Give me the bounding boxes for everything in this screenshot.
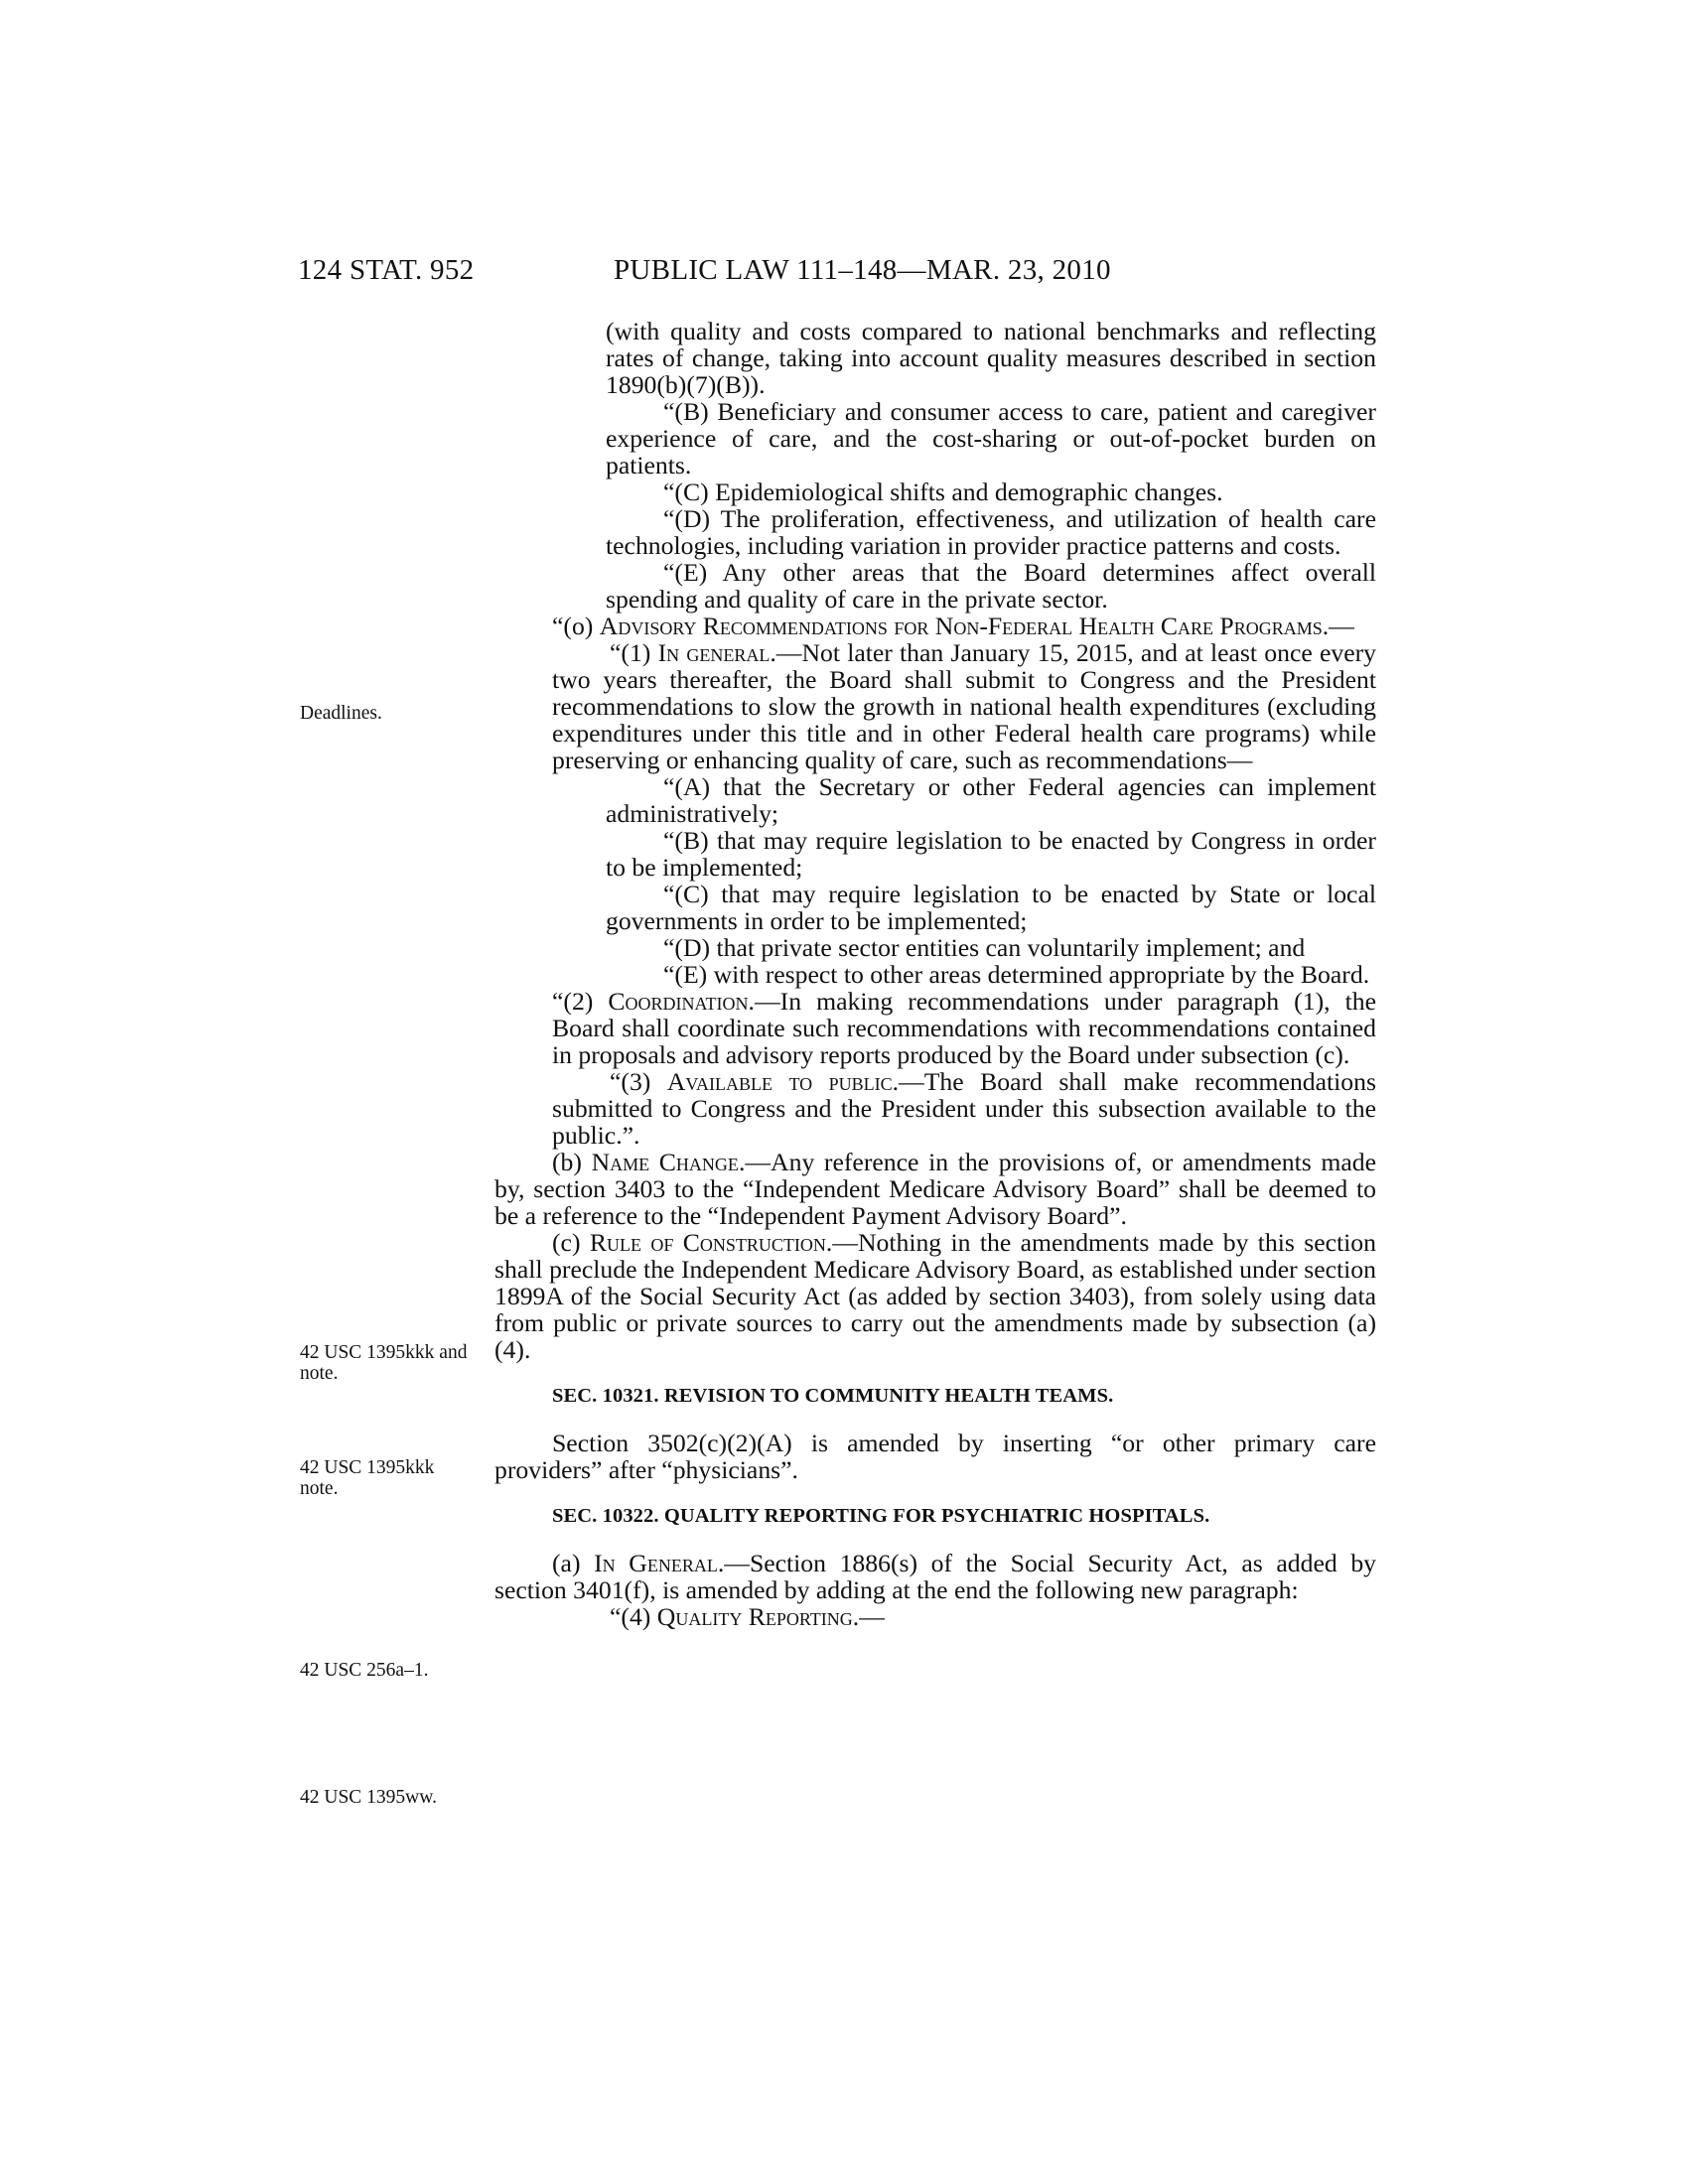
subsection-o-3: “(3) Available to public.—The Board shall make recommendations submitted to Congress and the President under this subsection available to the public.”. <box>552 1067 1376 1150</box>
subsection-o-1: “(1) In general.—Not later than January 15, 2015, and at least once every two years thereafter, the Board shall submit to Congress and the President recommendations to slow the growth in national health expenditures (excluding expenditures under this title and in other Federal health care programs) while preserving or enhancing quality of care, such as recommendations— <box>552 638 1377 774</box>
section-10322-heading: SEC. 10322. QUALITY REPORTING FOR PSYCHIATRIC HOSPITALS. <box>552 1505 1210 1527</box>
subsection-o-1-title: In general <box>657 638 771 667</box>
margin-note-usc-1395ww: 42 USC 1395ww. <box>300 1787 437 1808</box>
body-text-block-1 <box>494 318 1376 1630</box>
subsection-o-1-C: “(C) that may require legislation to be enacted by State or local governments in order to be implemented; <box>606 880 1376 935</box>
paragraph-D: “(D) The proliferation, effectiveness, and utilization of health care technologies, including variation in provider practice patterns and costs. <box>606 504 1376 560</box>
section-10322-a-title: In General <box>594 1549 718 1577</box>
subsection-o-1-B: “(B) that may require legislation to be enacted by Congress in order to be implemented; <box>606 826 1376 882</box>
subsection-o-title: Advisory Recommendations for Non-Federal Health Care Programs <box>599 612 1323 640</box>
subsection-b-title: Name Change <box>591 1148 739 1176</box>
paragraph-C: “(C) Epidemiological shifts and demographic changes. <box>663 478 1223 506</box>
subsection-o-heading: “(o) Advisory Recommendations for Non-Federal Health Care Programs.— <box>552 612 1354 640</box>
subsection-o-3-title: Available to public <box>666 1067 893 1096</box>
subsection-o-2: “(2) Coordination.—In making recommendations under paragraph (1), the Board shall coordinate such recommendations with recommendations contained in proposals and advisory reports produced by the Board under subsection (c). <box>552 987 1376 1069</box>
paragraph-B: “(B) Beneficiary and consumer access to care, patient and caregiver experience of care, and the cost-sharing or out-of-pocket burden on patients. <box>606 397 1376 479</box>
subsection-o-2-title: Coordination <box>608 987 749 1016</box>
paragraph-E: “(E) Any other areas that the Board determines affect overall spending and quality of care in the private sector. <box>606 558 1376 614</box>
subsection-o-1-D: “(D) that private sector entities can voluntarily implement; and <box>663 933 1306 962</box>
page-number-header: 124 STAT. 952 <box>298 254 475 286</box>
running-title-header: PUBLIC LAW 111–148—MAR. 23, 2010 <box>614 254 1111 286</box>
subsection-o-1-E: “(E) with respect to other areas determined appropriate by the Board. <box>663 960 1370 989</box>
subsection-o-1-A: “(A) that the Secretary or other Federal agencies can implement administratively; <box>606 772 1376 828</box>
section-10322-a-4: “(4) Quality Reporting.— <box>610 1602 885 1631</box>
subsection-b: (b) Name Change.—Any reference in the provisions of, or amendments made by, section 3403 to the “Independent Medicare Advisory Board” shall be deemed to be a reference to the “Independent Payment Advisory Board”. <box>494 1148 1377 1230</box>
section-10322-a: (a) In General.—Section 1886(s) of the Social Security Act, as added by section 3401(f), is amended by adding at the end the following new paragraph: <box>494 1549 1377 1604</box>
section-10322-a-4-title: Quality Reporting <box>656 1602 853 1631</box>
subsection-c-title: Rule of Construction <box>589 1228 826 1257</box>
subsection-c: (c) Rule of Construction.—Nothing in the amendments made by this section shall preclude the Independent Medicare Advisory Board, as established under section 1899A of the Social Security Act (as added by section 3403), from solely using data from public or private sources to carry out the amendments made by subsection (a)(4). <box>494 1228 1376 1364</box>
margin-note-usc-1395kkk-note: 42 USC 1395kkk note. <box>300 1457 435 1499</box>
section-10321-heading: SEC. 10321. REVISION TO COMMUNITY HEALTH TEAMS. <box>552 1385 1114 1407</box>
section-10321-text: Section 3502(c)(2)(A) is amended by inserting “or other primary care providers” after “physicians”. <box>494 1429 1376 1484</box>
paragraph-continuation: (with quality and costs compared to national benchmarks and reflecting rates of change, taking into account quality measures described in section 1890(b)(7)(B)). <box>606 317 1376 399</box>
margin-note-usc-1395kkk-and-note: 42 USC 1395kkk and note. <box>300 1342 468 1384</box>
margin-note-usc-256a: 42 USC 256a–1. <box>300 1660 429 1681</box>
margin-note-deadlines: Deadlines. <box>300 703 382 724</box>
